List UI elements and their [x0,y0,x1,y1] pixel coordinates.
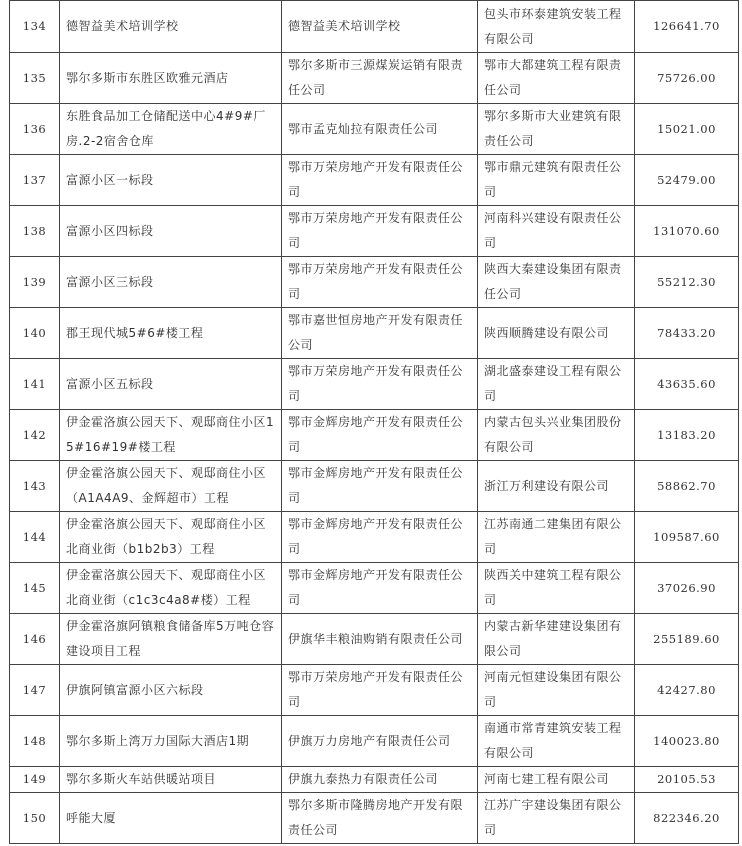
owner-company-cell: 鄂市金辉房地产开发有限责任公司 [282,563,478,614]
amount-cell: 20105.53 [635,767,739,793]
row-number: 135 [10,53,60,104]
table-body [10,1,739,844]
project-name-cell: 鄂尔多斯上湾万力国际大酒店1期 [60,716,282,767]
table-row [10,614,739,665]
owner-company-cell: 德智益美术培训学校 [282,1,478,53]
table-row [10,104,739,155]
amount-cell: 37026.90 [635,563,739,614]
table-row [10,793,739,844]
table-row [10,410,739,461]
project-name-cell: 伊金霍洛旗公园天下、观邸商住小区北商业街（c1c3c4a8#楼）工程 [60,563,282,614]
owner-company-cell: 鄂市万荣房地产开发有限责任公司 [282,257,478,308]
table-row [10,665,739,716]
row-number: 142 [10,410,60,461]
row-number: 146 [10,614,60,665]
row-number: 147 [10,665,60,716]
project-name-cell: 富源小区五标段 [60,359,282,410]
project-name-cell: 呼能大厦 [60,793,282,844]
table-row [10,1,739,53]
amount-cell: 42427.80 [635,665,739,716]
project-name-cell: 鄂尔多斯火车站供暖站项目 [60,767,282,793]
row-number: 140 [10,308,60,359]
table-row [10,716,739,767]
row-number: 141 [10,359,60,410]
table-row [10,257,739,308]
builder-company-cell: 河南七建工程有限公司 [478,767,635,793]
row-number: 139 [10,257,60,308]
row-number: 137 [10,155,60,206]
builder-company-cell: 南通市常青建筑安装工程有限公司 [478,716,635,767]
builder-company-cell: 内蒙古包头兴业集团股份有限公司 [478,410,635,461]
amount-cell: 75726.00 [635,53,739,104]
owner-company-cell: 鄂市万荣房地产开发有限责任公司 [282,206,478,257]
owner-company-cell: 鄂市万荣房地产开发有限责任公司 [282,155,478,206]
owner-company-cell: 伊旗万力房地产有限责任公司 [282,716,478,767]
table-row [10,206,739,257]
project-name-cell: 郡王现代城5#6#楼工程 [60,308,282,359]
amount-cell: 58862.70 [635,461,739,512]
project-name-cell: 伊金霍洛旗公园天下、观邸商住小区（A1A4A9、金辉超市）工程 [60,461,282,512]
amount-cell: 131070.60 [635,206,739,257]
owner-company-cell: 鄂尔多斯市三源煤炭运销有限责任公司 [282,53,478,104]
project-name-cell: 伊金霍洛旗公园天下、观邸商住小区北商业街（b1b2b3）工程 [60,512,282,563]
owner-company-cell: 鄂市嘉世恒房地产开发有限责任公司 [282,308,478,359]
owner-company-cell: 鄂市金辉房地产开发有限责任公司 [282,461,478,512]
amount-cell: 13183.20 [635,410,739,461]
owner-company-cell: 鄂市万荣房地产开发有限责任公司 [282,359,478,410]
builder-company-cell: 陕西顺腾建设有限公司 [478,308,635,359]
row-number: 136 [10,104,60,155]
amount-cell: 822346.20 [635,793,739,844]
row-number: 134 [10,1,60,53]
builder-company-cell: 鄂市鼎元建筑有限责任公司 [478,155,635,206]
builder-company-cell: 河南科兴建设有限责任公司 [478,206,635,257]
builder-company-cell: 鄂尔多斯市大业建筑有限责任公司 [478,104,635,155]
project-name-cell: 伊金霍洛旗阿镇粮食储备库5万吨仓容建设项目工程 [60,614,282,665]
project-name-cell: 伊旗阿镇富源小区六标段 [60,665,282,716]
project-name-cell: 富源小区三标段 [60,257,282,308]
project-name-cell: 富源小区一标段 [60,155,282,206]
table-row [10,308,739,359]
owner-company-cell: 伊旗九泰热力有限责任公司 [282,767,478,793]
owner-company-cell: 鄂市金辉房地产开发有限责任公司 [282,410,478,461]
amount-cell: 126641.70 [635,1,739,53]
owner-company-cell: 鄂市金辉房地产开发有限责任公司 [282,512,478,563]
owner-company-cell: 鄂尔多斯市隆腾房地产开发有限责任公司 [282,793,478,844]
owner-company-cell: 鄂市万荣房地产开发有限责任公司 [282,665,478,716]
amount-cell: 15021.00 [635,104,739,155]
project-name-cell: 东胜食品加工仓储配送中心4#9#厂房.2-2宿舍仓库 [60,104,282,155]
project-name-cell: 伊金霍洛旗公园天下、观邸商住小区15#16#19#楼工程 [60,410,282,461]
builder-company-cell: 湖北盛泰建设工程有限公司 [478,359,635,410]
row-number: 150 [10,793,60,844]
table-row [10,512,739,563]
row-number: 145 [10,563,60,614]
amount-cell: 140023.80 [635,716,739,767]
row-number: 143 [10,461,60,512]
owner-company-cell: 伊旗华丰粮油购销有限责任公司 [282,614,478,665]
table-row [10,461,739,512]
table-row [10,767,739,793]
builder-company-cell: 陕西关中建筑工程有限公司 [478,563,635,614]
builder-company-cell: 浙江万利建设有限公司 [478,461,635,512]
amount-cell: 43635.60 [635,359,739,410]
builder-company-cell: 鄂市大都建筑工程有限责任公司 [478,53,635,104]
builder-company-cell: 河南元恒建设集团有限公司 [478,665,635,716]
project-table [9,0,739,844]
builder-company-cell: 包头市环泰建筑安装工程有限公司 [478,1,635,53]
amount-cell: 78433.20 [635,308,739,359]
builder-company-cell: 内蒙古新华建建设集团有限公司 [478,614,635,665]
project-name-cell: 德智益美术培训学校 [60,1,282,53]
row-number: 138 [10,206,60,257]
row-number: 148 [10,716,60,767]
amount-cell: 255189.60 [635,614,739,665]
amount-cell: 52479.00 [635,155,739,206]
builder-company-cell: 江苏广宇建设集团有限公司 [478,793,635,844]
project-name-cell: 鄂尔多斯市东胜区欧雅元酒店 [60,53,282,104]
table-row [10,359,739,410]
project-name-cell: 富源小区四标段 [60,206,282,257]
builder-company-cell: 江苏南通二建集团有限公司 [478,512,635,563]
row-number: 149 [10,767,60,793]
table-row [10,53,739,104]
table-row [10,155,739,206]
row-number: 144 [10,512,60,563]
builder-company-cell: 陕西大秦建设集团有限责任公司 [478,257,635,308]
amount-cell: 109587.60 [635,512,739,563]
table-row [10,563,739,614]
owner-company-cell: 鄂市孟克灿拉有限责任公司 [282,104,478,155]
amount-cell: 55212.30 [635,257,739,308]
